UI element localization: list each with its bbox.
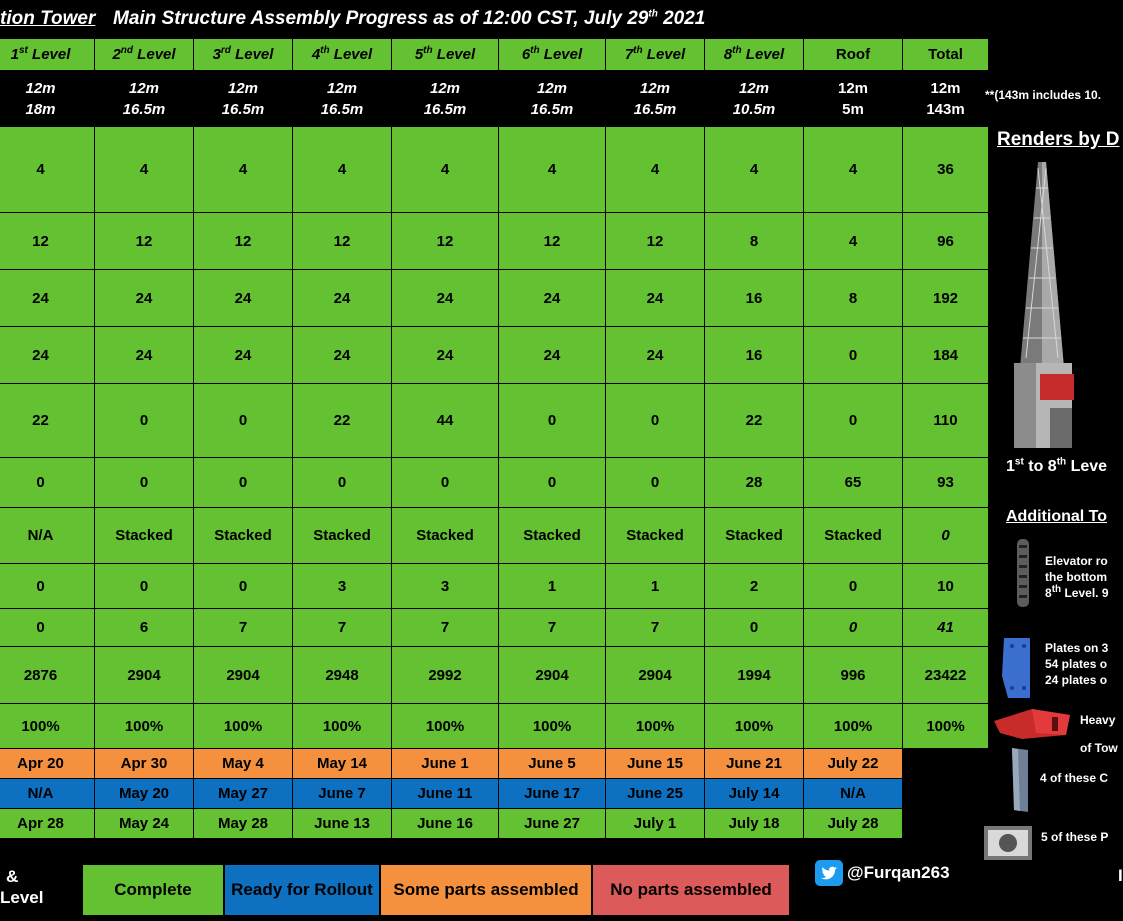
table-cell: 100% bbox=[95, 704, 194, 749]
table-cell: 12 bbox=[0, 213, 95, 270]
table-cell: 100% bbox=[293, 704, 392, 749]
table-cell: 0 bbox=[606, 384, 705, 458]
table-cell: 1 bbox=[499, 564, 606, 609]
date-cell: June 15 bbox=[606, 749, 705, 779]
date-cell: June 21 bbox=[705, 749, 804, 779]
header-cell: 7th Level bbox=[606, 39, 705, 71]
table-cell: 100% bbox=[392, 704, 499, 749]
plate-image bbox=[1000, 636, 1034, 700]
column-text: 4 of these C bbox=[1040, 771, 1109, 785]
date-cell: July 18 bbox=[705, 809, 804, 839]
table-cell: 4 bbox=[0, 127, 95, 213]
table-cell: 22 bbox=[705, 384, 804, 458]
table-cell: 7 bbox=[194, 609, 293, 647]
header-cell: 4th Level bbox=[293, 39, 392, 71]
table-cell: 16 bbox=[705, 270, 804, 327]
date-row-blue bbox=[0, 779, 989, 809]
table-cell: 2992 bbox=[392, 647, 499, 704]
table-cell: 7 bbox=[392, 609, 499, 647]
table-cell: 24 bbox=[392, 270, 499, 327]
table-cell: 65 bbox=[804, 458, 903, 508]
table-cell: 0 bbox=[0, 564, 95, 609]
table-cell: 0 bbox=[606, 458, 705, 508]
cutoff-mark: I bbox=[1118, 866, 1123, 885]
table-cell: 10 bbox=[903, 564, 989, 609]
date-cell: June 13 bbox=[293, 809, 392, 839]
table-cell: 0 bbox=[293, 458, 392, 508]
table-row bbox=[0, 508, 989, 564]
table-cell: 6 bbox=[95, 609, 194, 647]
table-cell: 0 bbox=[804, 609, 903, 647]
table-cell: 2904 bbox=[95, 647, 194, 704]
table-row bbox=[0, 213, 989, 270]
table-row bbox=[0, 458, 989, 508]
table-cell: 0 bbox=[194, 384, 293, 458]
table-row bbox=[0, 647, 989, 704]
date-cell: June 11 bbox=[392, 779, 499, 809]
table-cell: 28 bbox=[705, 458, 804, 508]
table-cell: 4 bbox=[293, 127, 392, 213]
table-cell: 0 bbox=[499, 384, 606, 458]
table-cell: 12 bbox=[392, 213, 499, 270]
header-cell: 2nd Level bbox=[95, 39, 194, 71]
table-cell: 44 bbox=[392, 384, 499, 458]
pulley-part-image bbox=[982, 822, 1034, 864]
table-cell: 4 bbox=[499, 127, 606, 213]
date-cell: May 4 bbox=[194, 749, 293, 779]
table-cell: 12 bbox=[194, 213, 293, 270]
dimension-cell: 12m 143m bbox=[903, 71, 989, 127]
header-cell: 5th Level bbox=[392, 39, 499, 71]
heavy-text-l1: Heavy bbox=[1080, 713, 1116, 727]
date-cell: May 14 bbox=[293, 749, 392, 779]
dimension-cell: 12m 16.5m bbox=[392, 71, 499, 127]
table-cell: Stacked bbox=[606, 508, 705, 564]
table-cell: 0 bbox=[804, 564, 903, 609]
table-cell: 2948 bbox=[293, 647, 392, 704]
table-cell: 93 bbox=[903, 458, 989, 508]
table-cell: 110 bbox=[903, 384, 989, 458]
date-cell: June 27 bbox=[499, 809, 606, 839]
table-cell: 7 bbox=[499, 609, 606, 647]
table-cell: 12 bbox=[606, 213, 705, 270]
table-cell: 41 bbox=[903, 609, 989, 647]
table-cell: 8 bbox=[705, 213, 804, 270]
table-row bbox=[0, 704, 989, 749]
date-cell: May 20 bbox=[95, 779, 194, 809]
table-cell: 24 bbox=[0, 270, 95, 327]
table-cell: 24 bbox=[293, 327, 392, 384]
table-cell: 2 bbox=[705, 564, 804, 609]
table-cell: 24 bbox=[606, 270, 705, 327]
legend-complete: Complete bbox=[82, 864, 224, 916]
title-tower-name: tion Tower bbox=[0, 8, 96, 29]
table-cell: 192 bbox=[903, 270, 989, 327]
date-cell: July 1 bbox=[606, 809, 705, 839]
table-cell: 0 bbox=[95, 384, 194, 458]
twitter-handle[interactable]: @Furqan263 bbox=[815, 860, 950, 886]
heavy-part-image bbox=[992, 703, 1074, 743]
table-row bbox=[0, 127, 989, 213]
table-cell: 0 bbox=[903, 508, 989, 564]
table-cell: 0 bbox=[392, 458, 499, 508]
table-cell: Stacked bbox=[293, 508, 392, 564]
date-cell: July 14 bbox=[705, 779, 804, 809]
table-cell: 0 bbox=[194, 564, 293, 609]
tower-render-image bbox=[1000, 158, 1084, 450]
render-caption: 1st to 8th Leve bbox=[1006, 456, 1108, 475]
legend-ready: Ready for Rollout bbox=[224, 864, 380, 916]
table-cell: 4 bbox=[705, 127, 804, 213]
table-cell: 22 bbox=[293, 384, 392, 458]
table-cell: 24 bbox=[95, 270, 194, 327]
table-cell: 24 bbox=[95, 327, 194, 384]
table-cell: 7 bbox=[606, 609, 705, 647]
column-part-image bbox=[1008, 746, 1032, 814]
table-cell: 0 bbox=[705, 609, 804, 647]
table-cell: 4 bbox=[804, 213, 903, 270]
legend-left-label: & Level bbox=[0, 867, 44, 907]
table-cell: 23422 bbox=[903, 647, 989, 704]
table-cell: 12 bbox=[95, 213, 194, 270]
table-cell: 0 bbox=[194, 458, 293, 508]
dimension-row bbox=[0, 71, 989, 127]
header-cell: Roof bbox=[804, 39, 903, 71]
table-cell: 24 bbox=[499, 327, 606, 384]
dimension-cell: 12m 16.5m bbox=[95, 71, 194, 127]
table-cell: 4 bbox=[392, 127, 499, 213]
table-cell: 12 bbox=[499, 213, 606, 270]
table-cell: 24 bbox=[293, 270, 392, 327]
table-cell: 4 bbox=[606, 127, 705, 213]
table-cell: 24 bbox=[392, 327, 499, 384]
dimension-cell: 12m 16.5m bbox=[293, 71, 392, 127]
elevator-rod-image bbox=[1012, 537, 1034, 609]
table-cell: 2904 bbox=[499, 647, 606, 704]
table-cell: 1 bbox=[606, 564, 705, 609]
table-cell: 1994 bbox=[705, 647, 804, 704]
date-cell: July 22 bbox=[804, 749, 903, 779]
table-cell: 184 bbox=[903, 327, 989, 384]
table-cell: 0 bbox=[95, 458, 194, 508]
table-cell: 0 bbox=[0, 458, 95, 508]
empty-cell bbox=[903, 809, 989, 839]
dimension-cell: 12m 5m bbox=[804, 71, 903, 127]
table-cell: 4 bbox=[804, 127, 903, 213]
table-cell: 4 bbox=[194, 127, 293, 213]
date-cell: June 17 bbox=[499, 779, 606, 809]
table-cell: 2876 bbox=[0, 647, 95, 704]
table-cell: 100% bbox=[903, 704, 989, 749]
date-cell: June 1 bbox=[392, 749, 499, 779]
table-cell: 996 bbox=[804, 647, 903, 704]
table-cell: 8 bbox=[804, 270, 903, 327]
table-cell: 96 bbox=[903, 213, 989, 270]
table-cell: 100% bbox=[194, 704, 293, 749]
date-cell: Apr 20 bbox=[0, 749, 95, 779]
pulley-text: 5 of these P bbox=[1041, 830, 1109, 844]
renders-title: Renders by D bbox=[997, 129, 1120, 150]
date-row-orange bbox=[0, 749, 989, 779]
table-cell: 4 bbox=[95, 127, 194, 213]
date-cell: N/A bbox=[804, 779, 903, 809]
legend-some-parts: Some parts assembled bbox=[380, 864, 592, 916]
table-cell: 100% bbox=[0, 704, 95, 749]
table-cell: 16 bbox=[705, 327, 804, 384]
height-note: **(143m includes 10. bbox=[985, 88, 1102, 102]
table-cell: 100% bbox=[705, 704, 804, 749]
table-cell: 0 bbox=[0, 609, 95, 647]
table-cell: 22 bbox=[0, 384, 95, 458]
table-cell: Stacked bbox=[95, 508, 194, 564]
dimension-cell: 12m 16.5m bbox=[194, 71, 293, 127]
date-cell: May 27 bbox=[194, 779, 293, 809]
dimension-cell: 12m 16.5m bbox=[606, 71, 705, 127]
table-cell: 24 bbox=[194, 327, 293, 384]
table-row bbox=[0, 327, 989, 384]
table-cell: 100% bbox=[499, 704, 606, 749]
twitter-bird-icon bbox=[815, 860, 843, 886]
table-cell: 36 bbox=[903, 127, 989, 213]
header-cell: Total bbox=[903, 39, 989, 71]
table-cell: Stacked bbox=[392, 508, 499, 564]
table-cell: 3 bbox=[293, 564, 392, 609]
header-cell: 1st Level bbox=[0, 39, 95, 71]
date-cell: Apr 28 bbox=[0, 809, 95, 839]
table-cell: 0 bbox=[804, 384, 903, 458]
table-cell: 24 bbox=[0, 327, 95, 384]
date-cell: June 16 bbox=[392, 809, 499, 839]
table-cell: 100% bbox=[804, 704, 903, 749]
table-cell: N/A bbox=[0, 508, 95, 564]
table-cell: 0 bbox=[804, 327, 903, 384]
date-cell: Apr 30 bbox=[95, 749, 194, 779]
header-cell: 8th Level bbox=[705, 39, 804, 71]
empty-cell bbox=[903, 749, 989, 779]
page-title bbox=[0, 0, 1122, 38]
plates-text: Plates on 3 54 plates o 24 plates o bbox=[1045, 641, 1109, 687]
table-cell: Stacked bbox=[194, 508, 293, 564]
date-cell: June 25 bbox=[606, 779, 705, 809]
table-cell: Stacked bbox=[499, 508, 606, 564]
additional-title: Additional To bbox=[1006, 508, 1108, 525]
header-cell: 3rd Level bbox=[194, 39, 293, 71]
table-row bbox=[0, 564, 989, 609]
table-cell: 24 bbox=[606, 327, 705, 384]
header-cell: 6th Level bbox=[499, 39, 606, 71]
table-cell: Stacked bbox=[804, 508, 903, 564]
empty-cell bbox=[903, 779, 989, 809]
date-cell: June 5 bbox=[499, 749, 606, 779]
table-cell: Stacked bbox=[705, 508, 804, 564]
date-cell: July 28 bbox=[804, 809, 903, 839]
table-cell: 100% bbox=[606, 704, 705, 749]
date-cell: June 7 bbox=[293, 779, 392, 809]
date-row-green bbox=[0, 809, 989, 839]
date-cell: N/A bbox=[0, 779, 95, 809]
heavy-text-l2: of Tow bbox=[1080, 741, 1118, 755]
table-cell: 12 bbox=[293, 213, 392, 270]
title-progress: Main Structure Assembly Progress as of 12:00 CST, July 29th 2021 bbox=[113, 8, 706, 29]
dimension-cell: 12m 18m bbox=[0, 71, 95, 127]
table-row bbox=[0, 384, 989, 458]
table-row bbox=[0, 609, 989, 647]
table-cell: 3 bbox=[392, 564, 499, 609]
dimension-cell: 12m 10.5m bbox=[705, 71, 804, 127]
elevator-rod-text: Elevator ro the bottom 8th Level. 9 bbox=[1045, 554, 1109, 600]
header-row bbox=[0, 39, 989, 71]
date-cell: May 24 bbox=[95, 809, 194, 839]
table-cell: 2904 bbox=[194, 647, 293, 704]
dimension-cell: 12m 16.5m bbox=[499, 71, 606, 127]
legend-no-parts: No parts assembled bbox=[592, 864, 790, 916]
progress-table bbox=[0, 38, 989, 839]
table-cell: 0 bbox=[499, 458, 606, 508]
table-cell: 24 bbox=[499, 270, 606, 327]
table-cell: 0 bbox=[95, 564, 194, 609]
table-cell: 2904 bbox=[606, 647, 705, 704]
date-cell: May 28 bbox=[194, 809, 293, 839]
table-cell: 24 bbox=[194, 270, 293, 327]
table-cell: 7 bbox=[293, 609, 392, 647]
table-row bbox=[0, 270, 989, 327]
